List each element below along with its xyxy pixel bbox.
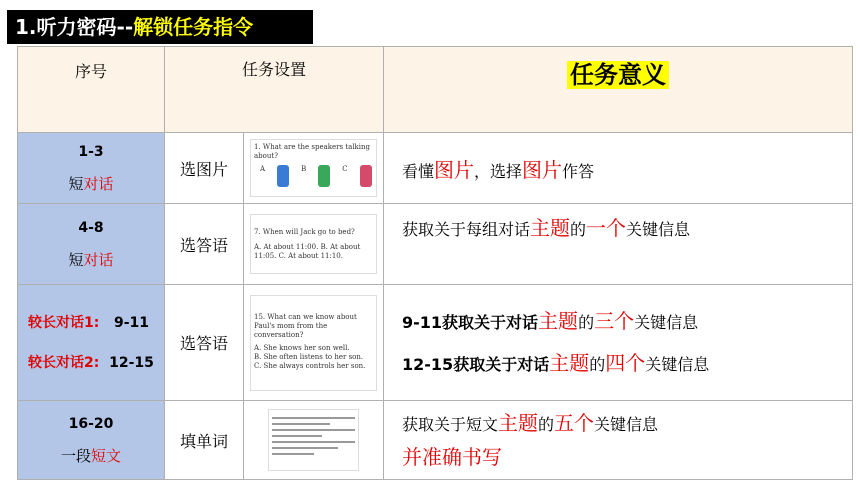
- row-thumbnail: 15. What can we know about Paul's mom from the conversation? A. She knows her son well. B. She often listens to her son. C. She always controls her son.: [244, 285, 384, 401]
- table-row: [18, 401, 853, 480]
- header-number: 序号: [18, 47, 165, 133]
- row-thumbnail: 1. What are the speakers talking about? A B C: [244, 133, 384, 204]
- row-number: 4-8 短对话: [18, 204, 165, 285]
- extra-requirement: 并准确书写: [402, 445, 503, 469]
- table-row: [18, 204, 853, 285]
- header-setting: 任务设置: [165, 47, 384, 133]
- header-meaning: 任务意义: [384, 47, 853, 133]
- row-number: 1-3 短对话: [18, 133, 165, 204]
- row-meaning: 9-11获取关于对话主题的三个关键信息 12-15获取关于对话主题的四个关键信息: [384, 285, 853, 401]
- row-setting: 选图片: [165, 133, 244, 204]
- table-row: [18, 133, 853, 204]
- title-highlight: 解锁任务指令: [133, 15, 254, 39]
- row-thumbnail: 7. When will Jack go to bed? A. At about 11:00. B. At about 11:05. C. At about 11:10.: [244, 204, 384, 285]
- row-setting: 填单词: [165, 401, 244, 480]
- table-header-row: [18, 47, 853, 133]
- row-meaning: 获取关于短文主题的五个关键信息 并准确书写: [384, 401, 853, 480]
- slide-title: [7, 10, 313, 44]
- table-row: [18, 285, 853, 401]
- row-number: 较长对话1: 9-11 较长对话2: 12-15: [18, 285, 165, 401]
- title-prefix: 1.听力密码--: [15, 15, 134, 39]
- row-meaning: 获取关于每组对话主题的一个关键信息: [384, 204, 853, 285]
- row-setting: 选答语: [165, 285, 244, 401]
- row-meaning: 看懂图片，选择图片作答: [384, 133, 853, 204]
- row-number: 16-20 一段短文: [18, 401, 165, 480]
- row-setting: 选答语: [165, 204, 244, 285]
- row-thumbnail: [244, 401, 384, 480]
- task-table: [17, 46, 853, 480]
